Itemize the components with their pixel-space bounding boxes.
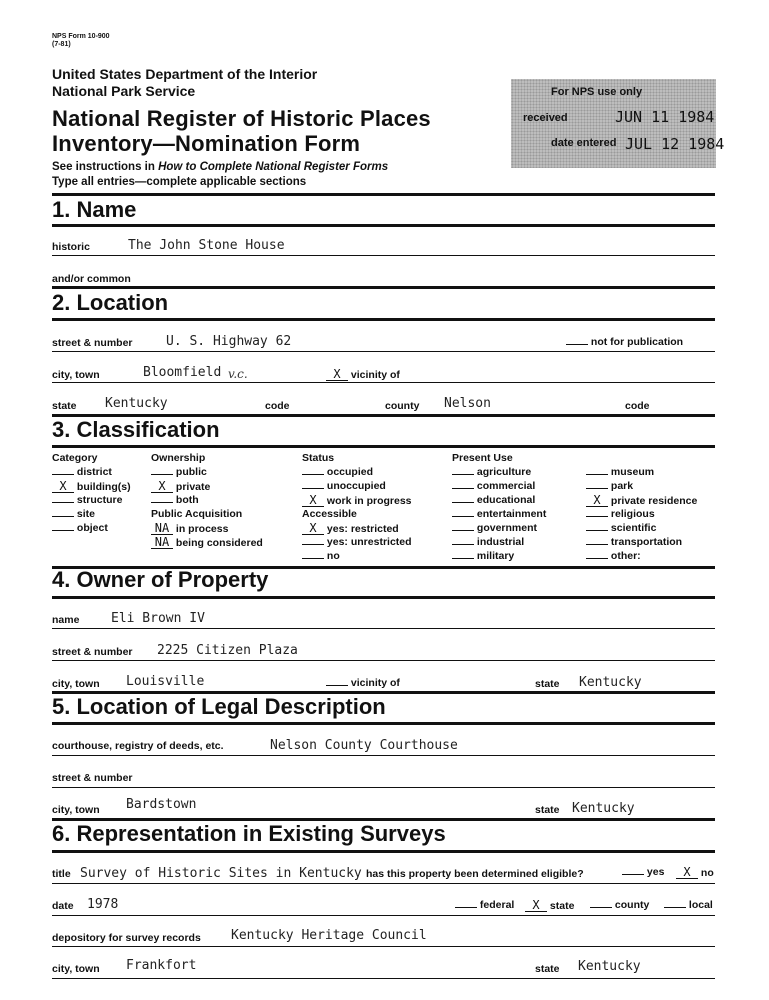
option-mark	[586, 488, 608, 489]
option-label: yes: restricted	[324, 523, 399, 535]
option-scientific[interactable]	[586, 522, 656, 534]
eligible-question: has this property been determined eligible?	[366, 868, 584, 880]
option-mark	[302, 474, 324, 475]
option-label: government	[474, 522, 538, 534]
stamp-received-value: JUN 11 1984	[615, 108, 715, 126]
option-private[interactable]	[151, 480, 210, 493]
historic-value[interactable]: The John Stone House	[128, 238, 285, 253]
county-code-label: code	[625, 400, 650, 412]
city-handwritten-note: v.c.	[228, 367, 248, 381]
option-label: building(s)	[74, 481, 131, 493]
field-line	[52, 628, 715, 629]
city-town-label: city, town	[52, 369, 100, 381]
option-mark	[302, 544, 324, 545]
option-label: private	[173, 481, 211, 493]
option-label: industrial	[474, 536, 525, 548]
level-local-option[interactable]: local	[664, 899, 713, 911]
owner-state-label: state	[535, 678, 560, 690]
depository-city-label: city, town	[52, 963, 100, 975]
section6-heading: 6. Representation in Existing Surveys	[52, 821, 446, 846]
level-state-option[interactable]: X state	[525, 899, 574, 912]
option-occupied[interactable]	[302, 466, 373, 478]
option-mark	[151, 474, 173, 475]
option-mark	[586, 544, 608, 545]
option-transportation[interactable]	[586, 536, 682, 548]
courthouse-label: courthouse, registry of deeds, etc.	[52, 740, 224, 752]
option-park[interactable]	[586, 480, 633, 492]
state-label: state	[52, 400, 77, 412]
option-unoccupied[interactable]	[302, 480, 386, 492]
section-rule	[52, 722, 715, 725]
option-label: agriculture	[474, 466, 532, 478]
section-rule	[52, 193, 715, 196]
option-mark	[52, 474, 74, 475]
section-rule	[52, 318, 715, 321]
option-mark	[151, 502, 173, 503]
code-label: code	[265, 400, 290, 412]
not-for-publication[interactable]: not for publication	[566, 336, 683, 348]
owner-vicinity-of[interactable]: vicinity of	[326, 677, 400, 689]
acquisition-heading: Public Acquisition	[151, 508, 243, 520]
option-entertainment[interactable]	[452, 508, 546, 520]
option-label: in process	[173, 523, 229, 535]
form-title-line1: National Register of Historic Places	[52, 106, 431, 131]
option-mark	[52, 502, 74, 503]
option-mark	[302, 558, 324, 559]
eligible-yes-option[interactable]: yes	[622, 866, 664, 878]
field-line	[52, 255, 715, 256]
common-name-label: and/or common	[52, 273, 131, 285]
option-private-residence[interactable]	[586, 494, 697, 507]
eligible-no-option[interactable]: X no	[676, 866, 714, 879]
city-town-value[interactable]: Bloomfield	[143, 365, 222, 380]
option-being-considered[interactable]	[151, 536, 263, 549]
section2-heading: 2. Location	[52, 290, 169, 315]
present-use-heading: Present Use	[452, 452, 513, 464]
owner-street-label: street & number	[52, 646, 133, 658]
option-label: museum	[608, 466, 655, 478]
legal-city-value[interactable]: Bardstown	[126, 797, 197, 812]
depository-state-value[interactable]: Kentucky	[578, 959, 641, 974]
county-value[interactable]: Nelson	[444, 396, 491, 411]
option-mark: X	[52, 480, 74, 493]
option-mark: NA	[151, 536, 173, 549]
option-mark: X	[302, 494, 324, 507]
option-site[interactable]	[52, 508, 95, 520]
instructions-line1: See instructions in How to Complete National Register Forms	[52, 161, 389, 173]
field-line	[52, 660, 715, 661]
owner-name-value[interactable]: Eli Brown IV	[111, 611, 205, 626]
option-label: religious	[608, 508, 655, 520]
option-government[interactable]	[452, 522, 537, 534]
option-mark	[452, 474, 474, 475]
option-label: no	[324, 550, 340, 562]
option-mark	[302, 488, 324, 489]
option-label: scientific	[608, 522, 657, 534]
section-rule	[52, 850, 715, 853]
legal-street-label: street & number	[52, 772, 133, 784]
section3-heading: 3. Classification	[52, 417, 220, 442]
section-rule	[52, 445, 715, 448]
option-building-s[interactable]	[52, 480, 131, 493]
depository-city-value[interactable]: Frankfort	[126, 958, 197, 973]
field-line	[52, 978, 715, 979]
owner-state-value[interactable]: Kentucky	[579, 675, 642, 690]
option-religious[interactable]	[586, 508, 655, 520]
depository-state-label: state	[535, 963, 560, 975]
option-label: unoccupied	[324, 480, 386, 492]
courthouse-value[interactable]: Nelson County Courthouse	[270, 738, 458, 753]
depository-label: depository for survey records	[52, 932, 201, 944]
field-line	[52, 351, 715, 352]
option-mark	[452, 516, 474, 517]
option-object[interactable]	[52, 522, 108, 534]
option-other[interactable]	[586, 550, 641, 562]
option-yes-restricted[interactable]	[302, 522, 399, 535]
option-public[interactable]	[151, 466, 207, 478]
option-yes-unrestricted[interactable]	[302, 536, 412, 548]
level-federal-option[interactable]: federal	[455, 899, 514, 911]
stamp-received-label: received	[523, 112, 568, 124]
option-mark: X	[586, 494, 608, 507]
nps-use-only-stamp	[511, 79, 725, 168]
option-mark	[586, 516, 608, 517]
status-heading: Status	[302, 452, 335, 464]
option-label: commercial	[474, 480, 536, 492]
option-in-process[interactable]	[151, 522, 228, 535]
option-mark: X	[151, 480, 173, 493]
service-name: National Park Service	[52, 83, 196, 99]
option-label: military	[474, 550, 515, 562]
option-mark	[452, 502, 474, 503]
depository-value[interactable]: Kentucky Heritage Council	[231, 928, 427, 943]
vicinity-of[interactable]: X vicinity of	[326, 368, 400, 381]
option-commercial[interactable]	[452, 480, 535, 492]
legal-city-label: city, town	[52, 804, 100, 816]
survey-date-label: date	[52, 900, 74, 912]
option-label: private residence	[608, 495, 698, 507]
instructions-line2: Type all entries—complete applicable sections	[52, 176, 307, 188]
county-label: county	[385, 400, 420, 412]
owner-city-label: city, town	[52, 678, 100, 690]
option-label: park	[608, 480, 634, 492]
field-line	[52, 382, 715, 383]
field-line	[52, 755, 715, 756]
survey-title-label: title	[52, 868, 71, 880]
option-label: entertainment	[474, 508, 547, 520]
option-mark	[52, 530, 74, 531]
state-value[interactable]: Kentucky	[105, 396, 168, 411]
option-mark: X	[302, 522, 324, 535]
category-heading: Category	[52, 452, 98, 464]
form-revision: (7-81)	[52, 41, 71, 48]
field-line	[52, 787, 715, 788]
department-name: United States Department of the Interior	[52, 66, 318, 82]
field-line	[52, 915, 715, 916]
option-label: district	[74, 466, 112, 478]
survey-title-value[interactable]: Survey of Historic Sites in Kentucky	[80, 866, 362, 881]
historic-label: historic	[52, 241, 90, 253]
option-mark: NA	[151, 522, 173, 535]
option-label: site	[74, 508, 96, 520]
option-label: public	[173, 466, 207, 478]
option-work-in-progress[interactable]	[302, 494, 412, 507]
form-title-line2: Inventory—Nomination Form	[52, 131, 361, 156]
option-label: transportation	[608, 536, 683, 548]
form-number: NPS Form 10-900	[52, 33, 110, 40]
section5-heading: 5. Location of Legal Description	[52, 694, 386, 719]
legal-state-label: state	[535, 804, 560, 816]
option-label: other:	[608, 550, 641, 562]
level-county-option[interactable]: county	[590, 899, 649, 911]
field-line	[52, 946, 715, 947]
option-mark	[452, 488, 474, 489]
option-district[interactable]	[52, 466, 112, 478]
option-mark	[586, 558, 608, 559]
section-rule	[52, 224, 715, 227]
option-mark	[586, 530, 608, 531]
owner-city-value[interactable]: Louisville	[126, 674, 205, 689]
option-label: object	[74, 522, 108, 534]
option-mark	[452, 530, 474, 531]
option-mark	[52, 516, 74, 517]
option-museum[interactable]	[586, 466, 654, 478]
option-label: structure	[74, 494, 123, 506]
stamp-entered-value: JUL 12 1984	[625, 135, 725, 153]
option-industrial[interactable]	[452, 536, 524, 548]
section4-heading: 4. Owner of Property	[52, 567, 269, 592]
option-agriculture[interactable]	[452, 466, 531, 478]
option-label: yes: unrestricted	[324, 536, 412, 548]
owner-street-value[interactable]: 2225 Citizen Plaza	[157, 643, 298, 658]
field-line	[52, 883, 715, 884]
option-mark	[452, 544, 474, 545]
option-no[interactable]	[302, 550, 340, 562]
survey-date-value[interactable]: 1978	[87, 897, 119, 912]
owner-name-label: name	[52, 614, 80, 626]
option-military[interactable]	[452, 550, 514, 562]
option-structure[interactable]	[52, 494, 122, 506]
legal-state-value[interactable]: Kentucky	[572, 801, 635, 816]
section-rule	[52, 286, 715, 289]
option-label: occupied	[324, 466, 374, 478]
option-label: being considered	[173, 537, 263, 549]
street-number-label: street & number	[52, 337, 133, 349]
option-both[interactable]	[151, 494, 199, 506]
option-mark	[452, 558, 474, 559]
ownership-heading: Ownership	[151, 452, 206, 464]
option-label: work in progress	[324, 495, 412, 507]
section-rule	[52, 596, 715, 599]
option-mark	[586, 474, 608, 475]
option-label: both	[173, 494, 199, 506]
option-educational[interactable]	[452, 494, 535, 506]
section1-heading: 1. Name	[52, 197, 137, 222]
street-number-value[interactable]: U. S. Highway 62	[166, 334, 292, 349]
option-label: educational	[474, 494, 536, 506]
accessible-heading: Accessible	[302, 508, 357, 520]
stamp-heading: For NPS use only	[551, 86, 643, 98]
stamp-entered-label: date entered	[551, 137, 617, 149]
